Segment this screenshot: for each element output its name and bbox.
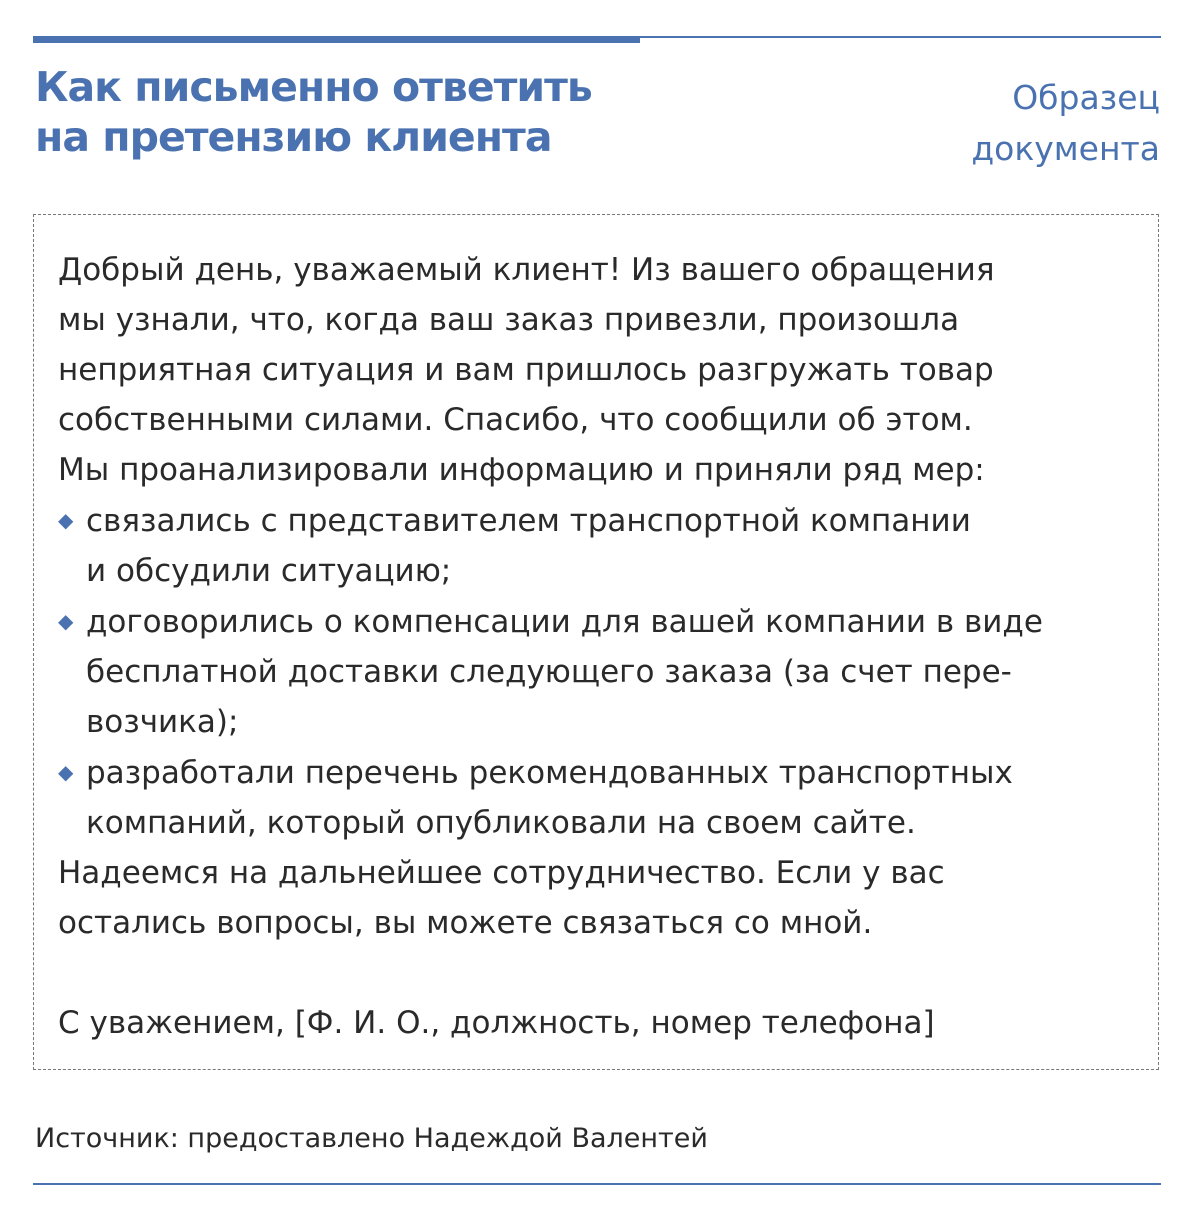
page-title [35,62,735,162]
list-item-text: разработали перечень рекомендованных транспортных [86,755,1013,791]
list-item-text: связались с представителем транспортной компании [86,503,971,539]
closing-line: остались вопросы, вы можете связаться со мной. [58,905,873,941]
diamond-bullet-icon: ◆ [58,508,74,532]
letter-line: Добрый день, уважаемый клиент! Из вашего обращения [58,252,995,288]
bottom-rule [33,1183,1161,1185]
letter-sample-box [33,214,1159,1070]
measure-list-item [58,596,1148,747]
letter-text [58,245,1148,1048]
list-item-text: компаний, который опубликовали на своем сайте. [86,805,916,841]
diamond-bullet-icon: ◆ [58,609,74,633]
list-item-text: возчика); [86,704,239,740]
closing-line: Надеемся на дальнейшее сотрудничество. Если у вас [58,855,945,891]
spacer [58,948,1148,998]
page-title-line: на претензию клиента [35,113,552,161]
document-type-line: Образец [1012,78,1160,117]
list-item-text: бесплатной доставки следующего заказа (за счет пере- [86,654,1012,690]
list-item-text: договорились о компенсации для вашей компании в виде [86,604,1043,640]
page-title-line: Как письменно ответить [35,63,592,111]
diamond-bullet-icon: ◆ [58,760,74,784]
letter-line: собственными силами. Спасибо, что сообщили об этом. [58,402,973,438]
document-type-label [971,72,1160,174]
signature-line: С уважением, [Ф. И. О., должность, номер телефона] [58,1005,935,1041]
top-rule-accent [33,36,640,43]
measure-list-item [58,495,1148,596]
letter-line: неприятная ситуация и вам пришлось разгружать товар [58,352,994,388]
document-type-line: документа [971,129,1160,168]
letter-line: мы узнали, что, когда ваш заказ привезли, произошла [58,302,960,338]
list-item-text: и обсудили ситуацию; [86,553,452,589]
source-note: Источник: предоставлено Надеждой Валентей [35,1123,708,1154]
measure-list-item [58,747,1148,848]
letter-line: Мы проанализировали информацию и приняли ряд мер: [58,452,985,488]
